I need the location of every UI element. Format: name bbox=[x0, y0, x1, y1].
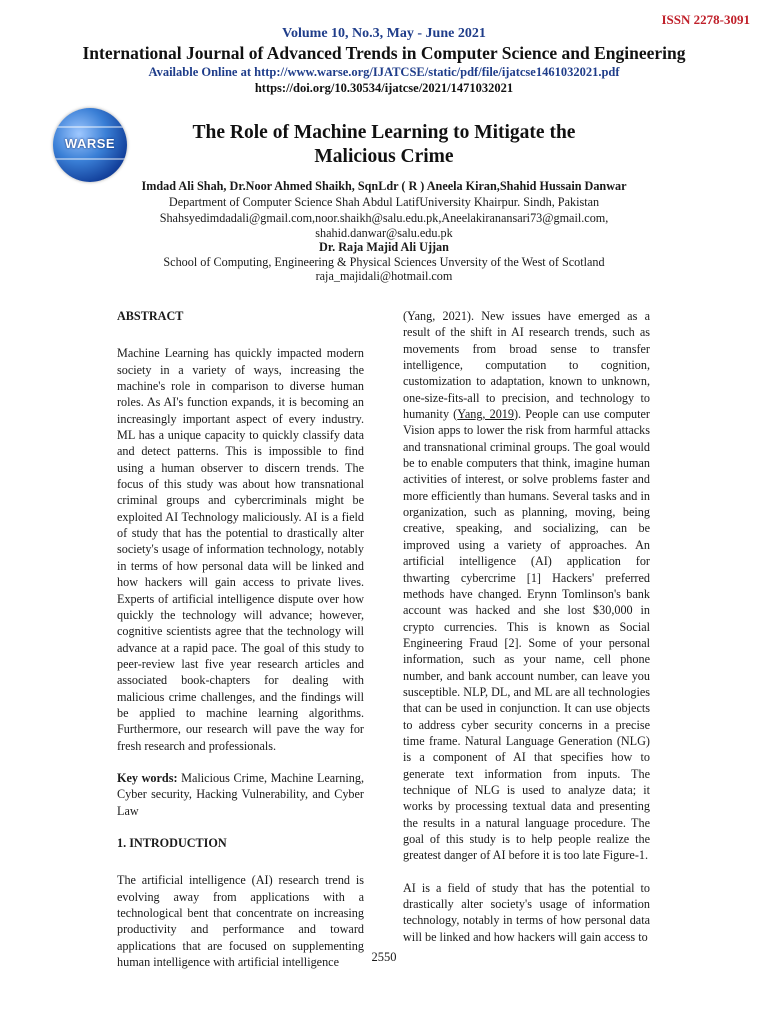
page-number: 2550 bbox=[371, 950, 397, 964]
issn-label: ISSN 2278-3091 bbox=[661, 12, 750, 27]
volume-line: Volume 10, No.3, May - June 2021 bbox=[282, 26, 486, 41]
abstract-text: Machine Learning has quickly impacted modern society in a variety of ways, increasing the machine's role in comparison to diverse human roles. As AI's function expands, it is becoming an increasingly important aspect of every industry. ML has a unique capacity to quickly classify data and detect patterns. This is impossible to find using a human observer to discern trends. The focus of this study was about how transnational criminal groups and cybercriminals might be exploited AI Technology maliciously. AI is a field of study that has the potential to drastically alter society's usage of information technology, notably in terms of how personal data will be linked and how hackers will gain access to private lives. Experts of artificial intelligence dispute over how quickly the technology will advance; however, cognitive scientists agree that the technology will advance at a rapid pace. The goal of this study to peer-review last five year research articles and associated book-chapters for dealing with malicious crime challenges, and the findings will be applied to machine learning algorithms. Furthermore, our research will pave the way for fresh research and professionals. bbox=[117, 346, 364, 753]
right-paragraph-1-end: ). People can use computer Vision apps to lower the risk from harmful attacks and transnational criminal groups. The goal would be to enable computers that think, imagine human activities of interest, or solve problems faster and more efficiently than humans. Several tasks and in organization, such as planning, moving, being creative, speaking, and socializing, can be improved using a variety of approaches. An artificial intelligence (AI) application for thwarting cybercrime [1] Hackers' preferred methods have changed. Erynn Tomlinson's bank account was hacked and she lost $30,000 in crypto currencies. This is known as Social Engineering Fraud [2]. Some of your personal information, such as your name, cell phone number, and bank account number, can leave you susceptible. NLP, DL, and ML are all technologies that can be used in conjunction. It can use objects to address cyber security concerns in a precise time frame. Natural Language Generation (NLG) is a component of AI that specifies how to generate text information from inputs. The technique of NLG is used to analyze data; it works by processing textual data and presenting the results in a natural language procedure. The goal of this study is to help people realize the greatest danger of AI before it is too late Figure-1. bbox=[403, 407, 650, 863]
author-emails: Shahsyedimdadali@gmail.com,noor.shaikh@salu.edu.pk,Aneelakiranansari73@gmail.com, bbox=[159, 211, 609, 225]
second-affiliation: School of Computing, Engineering & Physical Sciences Unversity of the West of Scotland bbox=[163, 255, 605, 269]
right-column bbox=[403, 308, 650, 945]
paper-title bbox=[150, 121, 618, 169]
keywords-label: Key words: bbox=[117, 770, 178, 785]
left-column bbox=[117, 308, 364, 970]
author-emails-cont: shahid.danwar@salu.edu.pk bbox=[315, 226, 453, 240]
right-paragraph-2: AI is a field of study that has the potential to drastically alter society's usage of information technology, notably in terms of how personal data will be linked and how hackers will gain access to bbox=[403, 880, 650, 944]
right-paragraph-1 bbox=[403, 308, 650, 864]
second-author-email: raja_majidali@hotmail.com bbox=[315, 269, 453, 283]
affiliation: Department of Computer Science Shah Abdul LatifUniversity Khairpur. Sindh, Pakistan bbox=[168, 195, 600, 209]
doi-link[interactable]: https://doi.org/10.30534/ijatcse/2021/1471032021 bbox=[254, 81, 514, 95]
warse-logo bbox=[53, 108, 127, 182]
introduction-text: The artificial intelligence (AI) research trend is evolving away from applications with a technological bent that concentrate on increasing productivity and performance and toward applications that are focused on supplementing human intelligence with artificial intelligence bbox=[117, 873, 364, 970]
available-online-link[interactable]: Available Online at http://www.warse.org/IJATCSE/static/pdf/file/ijatcse1461032021.pdf bbox=[148, 65, 620, 79]
logo-text: WARSE bbox=[64, 136, 116, 151]
introduction-heading: 1. INTRODUCTION bbox=[117, 835, 227, 850]
second-author: Dr. Raja Majid Ali Ujjan bbox=[319, 240, 449, 254]
right-paragraph-1-start: (Yang, 2021). New issues have emerged as a result of the shift in AI research trends, such as movements from broad sense to transfer intelligence, computation to cognition, customization to adaptation, known to unknown, one-size-fits-all to precision, and technology to humanity ( bbox=[403, 309, 650, 422]
title-line-1: The Role of Machine Learning to Mitigate the bbox=[192, 122, 576, 143]
citation-link[interactable]: Yang, 2019 bbox=[457, 407, 514, 422]
keywords bbox=[117, 770, 364, 819]
keywords-text: Malicious Crime, Machine Learning, Cyber security, Hacking Vulnerability, and Cyber Law bbox=[117, 770, 364, 818]
authors-list: Imdad Ali Shah, Dr.Noor Ahmed Shaikh, SqnLdr ( R ) Aneela Kiran,Shahid Hussain Danwar bbox=[141, 179, 627, 193]
abstract-heading: ABSTRACT bbox=[117, 309, 184, 323]
journal-title: International Journal of Advanced Trends in Computer Science and Engineering bbox=[82, 43, 686, 63]
title-line-2: Malicious Crime bbox=[314, 146, 454, 167]
